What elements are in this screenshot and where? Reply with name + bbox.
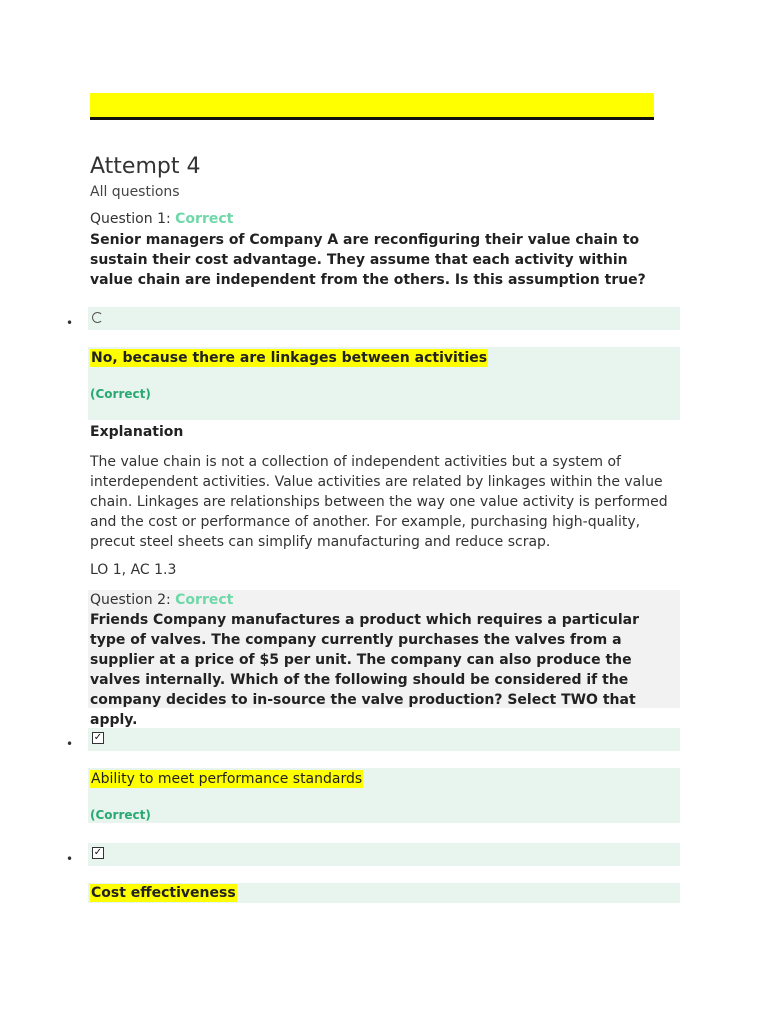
answer-text: Ability to meet performance standards	[91, 771, 363, 787]
learning-outcome-reference: LO 1, AC 1.3	[90, 562, 177, 578]
correct-note: (Correct)	[90, 808, 151, 822]
question-1-label: Question 1:	[90, 211, 171, 227]
checkbox-checked-icon[interactable]: ✓	[93, 732, 103, 743]
divider	[90, 117, 654, 120]
answer-text: Cost effectiveness	[91, 885, 236, 901]
highlight-banner	[90, 93, 654, 117]
question-2-text: Friends Company manufactures a product which requires a particular type of valves. The company currently purchases the valves from a supplier at a price of $5 per unit. The company can also produce the valves internally. Which of the following should be considered if the company decides to in-source the valve production? Select TWO that apply.	[90, 612, 640, 728]
radio-icon[interactable]	[92, 312, 103, 323]
answer-text: No, because there are linkages between activities	[91, 350, 488, 366]
correct-note: (Correct)	[90, 387, 151, 401]
bullet: •	[66, 737, 74, 751]
answer-option-row[interactable]	[88, 728, 680, 751]
answer-option-1	[88, 347, 680, 420]
scope-label: All questions	[90, 184, 180, 200]
checkbox-checked-icon[interactable]: ✓	[93, 847, 103, 858]
question-1-status: Correct	[175, 211, 234, 227]
explanation-text: The value chain is not a collection of independent activities but a system of interdependent activities. Value activities are related by linkages within the value chain. Linkages are relationships between the way one value activity is performed and the cost or performance of another. For example, purchasing high-quality, precut steel sheets can simplify manufacturing and reduce scrap.	[90, 454, 668, 550]
bullet: •	[66, 852, 74, 866]
question-2-header	[90, 592, 233, 608]
bullet: •	[66, 316, 74, 330]
answer-option-row[interactable]	[88, 843, 680, 866]
answer-option-2	[88, 883, 680, 903]
answer-option-row[interactable]	[88, 307, 680, 330]
question-2-status: Correct	[175, 592, 234, 608]
answer-option-1	[88, 768, 680, 823]
question-1-header	[90, 211, 233, 227]
question-2-label: Question 2:	[90, 592, 171, 608]
question-1-text: Senior managers of Company A are reconfiguring their value chain to sustain their cost advantage. They assume that each activity within value chain are independent from the others. Is this assumption true?	[90, 232, 646, 288]
page-title: Attempt 4	[90, 154, 201, 179]
explanation-title: Explanation	[90, 424, 184, 440]
